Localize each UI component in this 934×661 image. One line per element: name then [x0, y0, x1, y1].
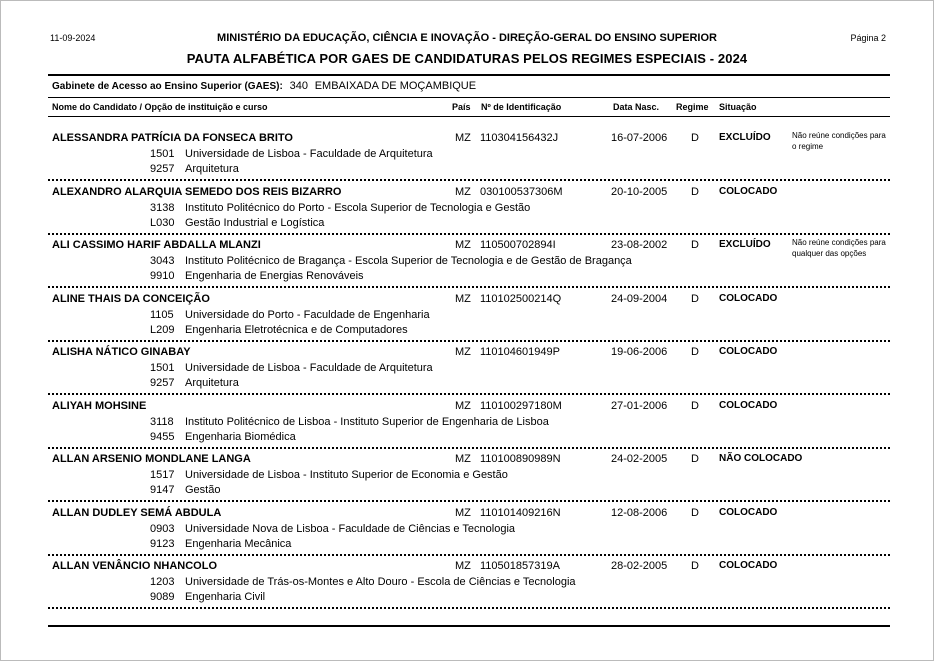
- candidate-status: COLOCADO: [719, 185, 778, 197]
- candidate-name: ALISHA NÁTICO GINABAY: [52, 346, 191, 358]
- entry-separator: [48, 179, 890, 181]
- candidate-status: EXCLUÍDO: [719, 239, 771, 250]
- candidate-regime: D: [691, 185, 699, 198]
- col-header-status: Situação: [719, 102, 757, 112]
- columns-rule: [48, 116, 890, 117]
- entry-separator: [48, 393, 890, 395]
- candidate-country: MZ: [455, 506, 471, 519]
- institution-name: Instituto Politécnico de Lisboa - Instituto Superior de Engenharia de Lisboa: [185, 415, 549, 428]
- candidate-status: COLOCADO: [719, 292, 778, 304]
- course-name: Arquitetura: [185, 163, 239, 175]
- candidate-id: 110104601949P: [480, 346, 560, 358]
- candidate-country: MZ: [455, 346, 471, 358]
- entry-separator: [48, 554, 890, 556]
- candidate-country: MZ: [455, 239, 471, 251]
- candidate-entry: [48, 186, 890, 239]
- candidate-regime: D: [691, 292, 699, 305]
- institution-code: 1501: [150, 362, 175, 374]
- candidate-birth-date: 12-08-2006: [611, 506, 668, 519]
- page-number: Página 2: [850, 33, 886, 43]
- candidate-entry: [48, 293, 890, 346]
- institution-code: 1203: [150, 576, 175, 588]
- course-code: 9123: [150, 537, 175, 550]
- candidate-status: EXCLUÍDO: [719, 132, 771, 143]
- candidate-entry: [48, 132, 890, 185]
- entry-separator: [48, 233, 890, 235]
- candidate-status: COLOCADO: [719, 399, 778, 411]
- candidate-status: NÃO COLOCADO: [719, 453, 803, 464]
- candidate-birth-date: 20-10-2005: [611, 185, 668, 198]
- candidate-birth-date: 19-06-2006: [611, 346, 668, 358]
- institution-name: Universidade Nova de Lisboa - Faculdade de Ciências e Tecnologia: [185, 522, 515, 535]
- institution-name: Instituto Politécnico de Bragança - Escola Superior de Tecnologia e de Gestão de Bragança: [185, 255, 632, 267]
- entry-separator: [48, 286, 890, 288]
- candidate-entry: [48, 507, 890, 560]
- candidate-country: MZ: [455, 560, 471, 572]
- candidate-country: MZ: [455, 399, 471, 412]
- candidate-country: MZ: [455, 453, 471, 465]
- candidate-regime: D: [691, 346, 699, 358]
- footer-rule: [48, 625, 890, 627]
- course-name: Gestão Industrial e Logística: [185, 216, 325, 229]
- entry-separator: [48, 340, 890, 342]
- candidate-regime: D: [691, 132, 699, 144]
- institution-name: Universidade de Lisboa - Faculdade de Arquitetura: [185, 148, 433, 160]
- course-name: Gestão: [185, 484, 221, 496]
- course-code: 9910: [150, 270, 175, 282]
- candidate-id: 110501857319A: [480, 560, 560, 572]
- document-title: PAUTA ALFABÉTICA POR GAES DE CANDIDATURAS PELOS REGIMES ESPECIAIS - 2024: [186, 51, 748, 66]
- candidate-name: ALLAN ARSENIO MONDLANE LANGA: [52, 453, 251, 465]
- candidate-regime: D: [691, 560, 699, 572]
- col-header-regime: Regime: [676, 102, 709, 112]
- course-name: Engenharia Civil: [185, 591, 266, 603]
- col-header-id: Nº de Identificação: [481, 102, 562, 112]
- candidate-id: 110102500214Q: [480, 292, 562, 305]
- ministry-heading: MINISTÉRIO DA EDUCAÇÃO, CIÊNCIA E INOVAÇÃO - DIREÇÃO-GERAL DO ENSINO SUPERIOR: [217, 32, 717, 44]
- candidate-name: ALESSANDRA PATRÍCIA DA FONSECA BRITO: [52, 132, 293, 144]
- course-code: 9257: [150, 377, 175, 389]
- course-code: L209: [150, 323, 175, 336]
- institution-code: 1501: [150, 148, 175, 160]
- candidate-regime: D: [691, 506, 699, 519]
- candidate-name: ALIYAH MOHSINE: [52, 399, 147, 412]
- candidate-status: COLOCADO: [719, 560, 778, 571]
- print-date: 11-09-2024: [50, 33, 96, 43]
- course-code: 9089: [150, 591, 175, 603]
- candidate-name: ALLAN DUDLEY SEMÁ ABDULA: [52, 506, 222, 519]
- candidate-birth-date: 28-02-2005: [611, 560, 668, 572]
- candidate-birth-date: 27-01-2006: [611, 399, 668, 412]
- candidate-name: ALEXANDRO ALARQUIA SEMEDO DOS REIS BIZARRO: [52, 185, 342, 198]
- course-code: L030: [150, 216, 175, 229]
- candidate-name: ALLAN VENÂNCIO NHANCOLO: [52, 560, 217, 572]
- gaes-line: [52, 80, 476, 92]
- candidate-name: ALINE THAIS DA CONCEIÇÃO: [52, 292, 210, 305]
- institution-code: 3043: [150, 255, 175, 267]
- candidate-birth-date: 16-07-2006: [611, 132, 668, 144]
- institution-code: 1517: [150, 469, 175, 481]
- gaes-code: 340: [289, 80, 308, 92]
- institution-code: 0903: [150, 522, 175, 535]
- candidate-id: 110500702894I: [480, 239, 556, 251]
- course-name: Engenharia de Energias Renováveis: [185, 270, 364, 282]
- candidate-entry: [48, 560, 890, 613]
- candidate-id: 030100537306M: [480, 185, 563, 198]
- course-name: Arquitetura: [185, 377, 239, 389]
- header-rule: [48, 74, 890, 76]
- gaes-label: Gabinete de Acesso ao Ensino Superior (GAES):: [52, 81, 283, 92]
- candidate-birth-date: 23-08-2002: [611, 239, 668, 251]
- institution-name: Universidade de Lisboa - Faculdade de Arquitetura: [185, 362, 433, 374]
- candidate-id: 110100297180M: [480, 399, 562, 412]
- candidate-regime: D: [691, 399, 699, 412]
- institution-code: 3138: [150, 201, 175, 214]
- entry-separator: [48, 500, 890, 502]
- course-name: Engenharia Mecânica: [185, 537, 292, 550]
- entry-separator: [48, 447, 890, 449]
- candidate-id: 110101409216N: [480, 506, 561, 519]
- entry-separator: [48, 607, 890, 609]
- institution-code: 3118: [150, 415, 174, 428]
- institution-name: Instituto Politécnico do Porto - Escola Superior de Tecnologia e Gestão: [185, 201, 531, 214]
- institution-code: 1105: [150, 308, 174, 321]
- institution-name: Universidade de Trás-os-Montes e Alto Douro - Escola de Ciências e Tecnologia: [185, 576, 576, 588]
- candidate-status: COLOCADO: [719, 506, 778, 518]
- candidate-regime: D: [691, 239, 699, 251]
- candidate-country: MZ: [455, 292, 471, 305]
- candidate-entry: [48, 453, 890, 506]
- col-header-country: País: [452, 102, 471, 112]
- institution-name: Universidade do Porto - Faculdade de Engenharia: [185, 308, 430, 321]
- candidate-entry: [48, 239, 890, 292]
- candidate-birth-date: 24-02-2005: [611, 453, 668, 465]
- candidate-status-note: Não reúne condições para o regime: [792, 131, 886, 151]
- institution-name: Universidade de Lisboa - Instituto Superior de Economia e Gestão: [185, 469, 508, 481]
- gaes-name: EMBAIXADA DE MOÇAMBIQUE: [314, 80, 477, 92]
- course-code: 9455: [150, 430, 175, 443]
- candidate-country: MZ: [455, 132, 471, 144]
- candidate-entry: [48, 400, 890, 453]
- col-header-name: Nome do Candidato / Opção de instituição e curso: [52, 102, 268, 112]
- candidate-entry: [48, 346, 890, 399]
- candidate-id: 110304156432J: [480, 132, 559, 144]
- candidate-name: ALI CASSIMO HARIF ABDALLA MLANZI: [52, 239, 261, 251]
- candidate-id: 110100890989N: [480, 453, 561, 465]
- gaes-rule: [48, 97, 890, 98]
- candidate-birth-date: 24-09-2004: [611, 292, 668, 305]
- col-header-birth: Data Nasc.: [613, 102, 660, 112]
- candidate-country: MZ: [455, 185, 471, 198]
- course-code: 9257: [150, 163, 175, 175]
- course-name: Engenharia Biomédica: [185, 430, 296, 443]
- candidate-regime: D: [691, 453, 699, 465]
- course-name: Engenharia Eletrotécnica e de Computadores: [185, 323, 408, 336]
- course-code: 9147: [150, 484, 175, 496]
- candidate-status: COLOCADO: [719, 346, 778, 357]
- candidate-status-note: Não reúne condições para qualquer das opções: [792, 238, 886, 258]
